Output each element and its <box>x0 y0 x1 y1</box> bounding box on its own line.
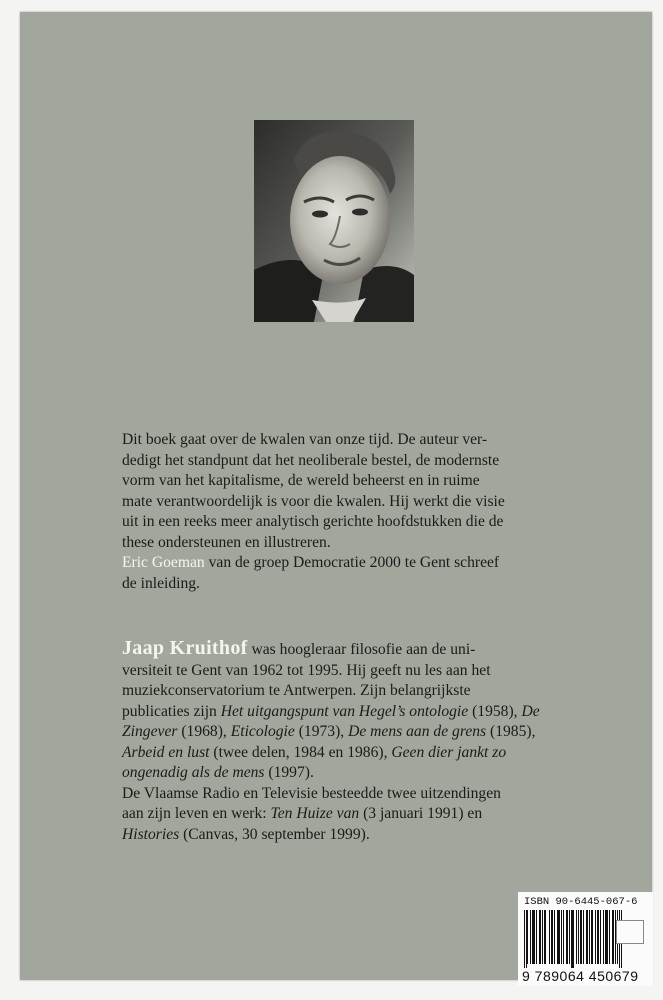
bio-text: publicaties zijn <box>122 702 221 720</box>
barcode-stripe <box>580 910 581 964</box>
bio-text: (twee delen, 1984 en 1986), <box>209 743 392 761</box>
barcode-stripe <box>586 910 587 964</box>
bio-text: (1985), <box>486 723 536 740</box>
barcode-stripe <box>581 910 582 964</box>
intro-credit-line: de inleiding. <box>122 574 200 592</box>
barcode-stripe <box>572 910 573 968</box>
bio-text: (1958), <box>468 702 522 720</box>
barcode-stripe <box>536 910 537 964</box>
book-back-cover <box>20 12 652 980</box>
barcode-stripe <box>613 910 614 964</box>
barcode-stripe <box>561 910 562 964</box>
book-title: ongenadig als de mens <box>122 764 265 781</box>
author-name: Jaap Kruithof <box>122 637 248 659</box>
barcode-stripe <box>578 910 579 964</box>
bio-text: (1973), <box>294 723 349 740</box>
barcode-stripe <box>583 910 584 964</box>
bio-text: (3 januari 1991) en <box>359 805 483 822</box>
summary-line: these ondersteunen en illustreren. <box>122 533 331 551</box>
summary-line: mate verantwoordelijk is voor die kwalen. Hij werkt die visie <box>122 492 505 510</box>
barcode-stripe <box>539 910 540 964</box>
barcode-stripe <box>549 910 550 964</box>
barcode-stripe <box>554 910 555 964</box>
barcode-stripe <box>612 910 613 964</box>
book-title: De <box>521 702 540 720</box>
barcode-bars <box>524 910 624 968</box>
barcode-stripe <box>587 910 588 964</box>
barcode-stripe <box>600 910 601 964</box>
book-title: De mens aan de grens <box>348 723 487 740</box>
summary-line: Dit boek gaat over de kwalen van onze tijd. De auteur ver- <box>122 431 488 448</box>
summary-line: uit in een reeks meer analytisch gerichte hoofdstukken die de <box>122 513 504 530</box>
bio-line <box>122 804 542 825</box>
summary-line: dedigt het standpunt dat het neoliberale bestel, de modernste <box>122 451 500 469</box>
barcode-stripe <box>545 910 546 964</box>
bio-text: (Canvas, 30 september 1999). <box>179 825 370 843</box>
barcode-stripe <box>567 910 568 964</box>
bio-text: was hoogleraar filosofie aan de uni- <box>247 641 476 658</box>
bio-line <box>122 702 542 723</box>
bio-line <box>122 743 542 764</box>
barcode-stripe <box>605 910 606 964</box>
barcode-stripe <box>534 910 535 964</box>
bio-line <box>122 825 542 846</box>
barcode-stripe <box>524 910 525 968</box>
bio-text: aan zijn leven en werk: <box>122 805 271 822</box>
author-biography <box>122 638 542 845</box>
bio-text: (1968), <box>177 723 231 740</box>
barcode-stripe <box>566 910 567 964</box>
book-title: Eticologie <box>230 723 295 740</box>
book-title: Geen dier jankt zo <box>391 743 507 761</box>
bio-line <box>122 763 542 784</box>
price-sticker-tab <box>616 920 644 944</box>
barcode-stripe <box>533 910 534 964</box>
bio-line <box>122 638 542 661</box>
barcode-stripe <box>532 910 533 964</box>
barcode-stripe <box>544 910 545 964</box>
bio-line: De Vlaamse Radio en Televisie besteedde twee uitzendingen <box>122 784 501 802</box>
barcode-stripe <box>591 910 592 964</box>
barcode-stripe <box>557 910 558 964</box>
barcode-stripe <box>598 910 599 964</box>
bio-text: (1997). <box>264 764 314 781</box>
bio-line: muziekconservatorium te Antwerpen. Zijn belangrijkste <box>122 682 471 699</box>
barcode-stripe <box>609 910 610 964</box>
barcode-stripe <box>603 910 604 964</box>
barcode-stripe <box>526 910 527 968</box>
summary-line: vorm van het kapitalisme, de wereld beheerst en in ruime <box>122 472 480 489</box>
barcode-stripe <box>571 910 572 968</box>
book-title: Zingever <box>122 723 178 740</box>
barcode-stripe <box>563 910 564 964</box>
barcode-stripe <box>542 910 543 964</box>
barcode-stripe <box>559 910 560 964</box>
book-title: Arbeid en lust <box>122 743 210 761</box>
barcode-stripe <box>606 910 607 964</box>
program-title: Ten Huize van <box>270 805 360 822</box>
barcode-stripe <box>540 910 541 964</box>
barcode-stripe <box>569 910 570 964</box>
barcode-stripe <box>573 910 574 968</box>
barcode-stripe <box>607 910 608 964</box>
introduction-author-name: Eric Goeman <box>122 554 205 571</box>
barcode-stripe <box>592 910 593 964</box>
barcode-stripe <box>576 910 577 964</box>
isbn-number: ISBN 90-6445-067-6 <box>524 896 638 908</box>
barcode-stripe <box>595 910 596 964</box>
barcode-stripe <box>530 910 531 964</box>
barcode-stripe <box>589 910 590 964</box>
ean-number: 9 789064 450679 <box>522 968 639 984</box>
program-title: Histories <box>122 825 180 843</box>
barcode-stripe <box>551 910 552 964</box>
barcode-stripe <box>552 910 553 964</box>
book-title: Het uitgangspunt van Hegel’s ontologie <box>220 702 469 720</box>
book-summary <box>122 430 542 594</box>
barcode-stripe <box>597 910 598 964</box>
barcode-stripe <box>558 910 559 964</box>
bio-line: versiteit te Gent van 1962 tot 1995. Hij geeft nu les aan het <box>122 661 491 679</box>
intro-credit-line <box>122 553 542 574</box>
bio-line <box>122 722 542 743</box>
barcode-stripe <box>527 910 528 964</box>
intro-credit-text: van de groep Democratie 2000 te Gent schreef <box>204 554 500 571</box>
author-photo <box>254 120 414 322</box>
